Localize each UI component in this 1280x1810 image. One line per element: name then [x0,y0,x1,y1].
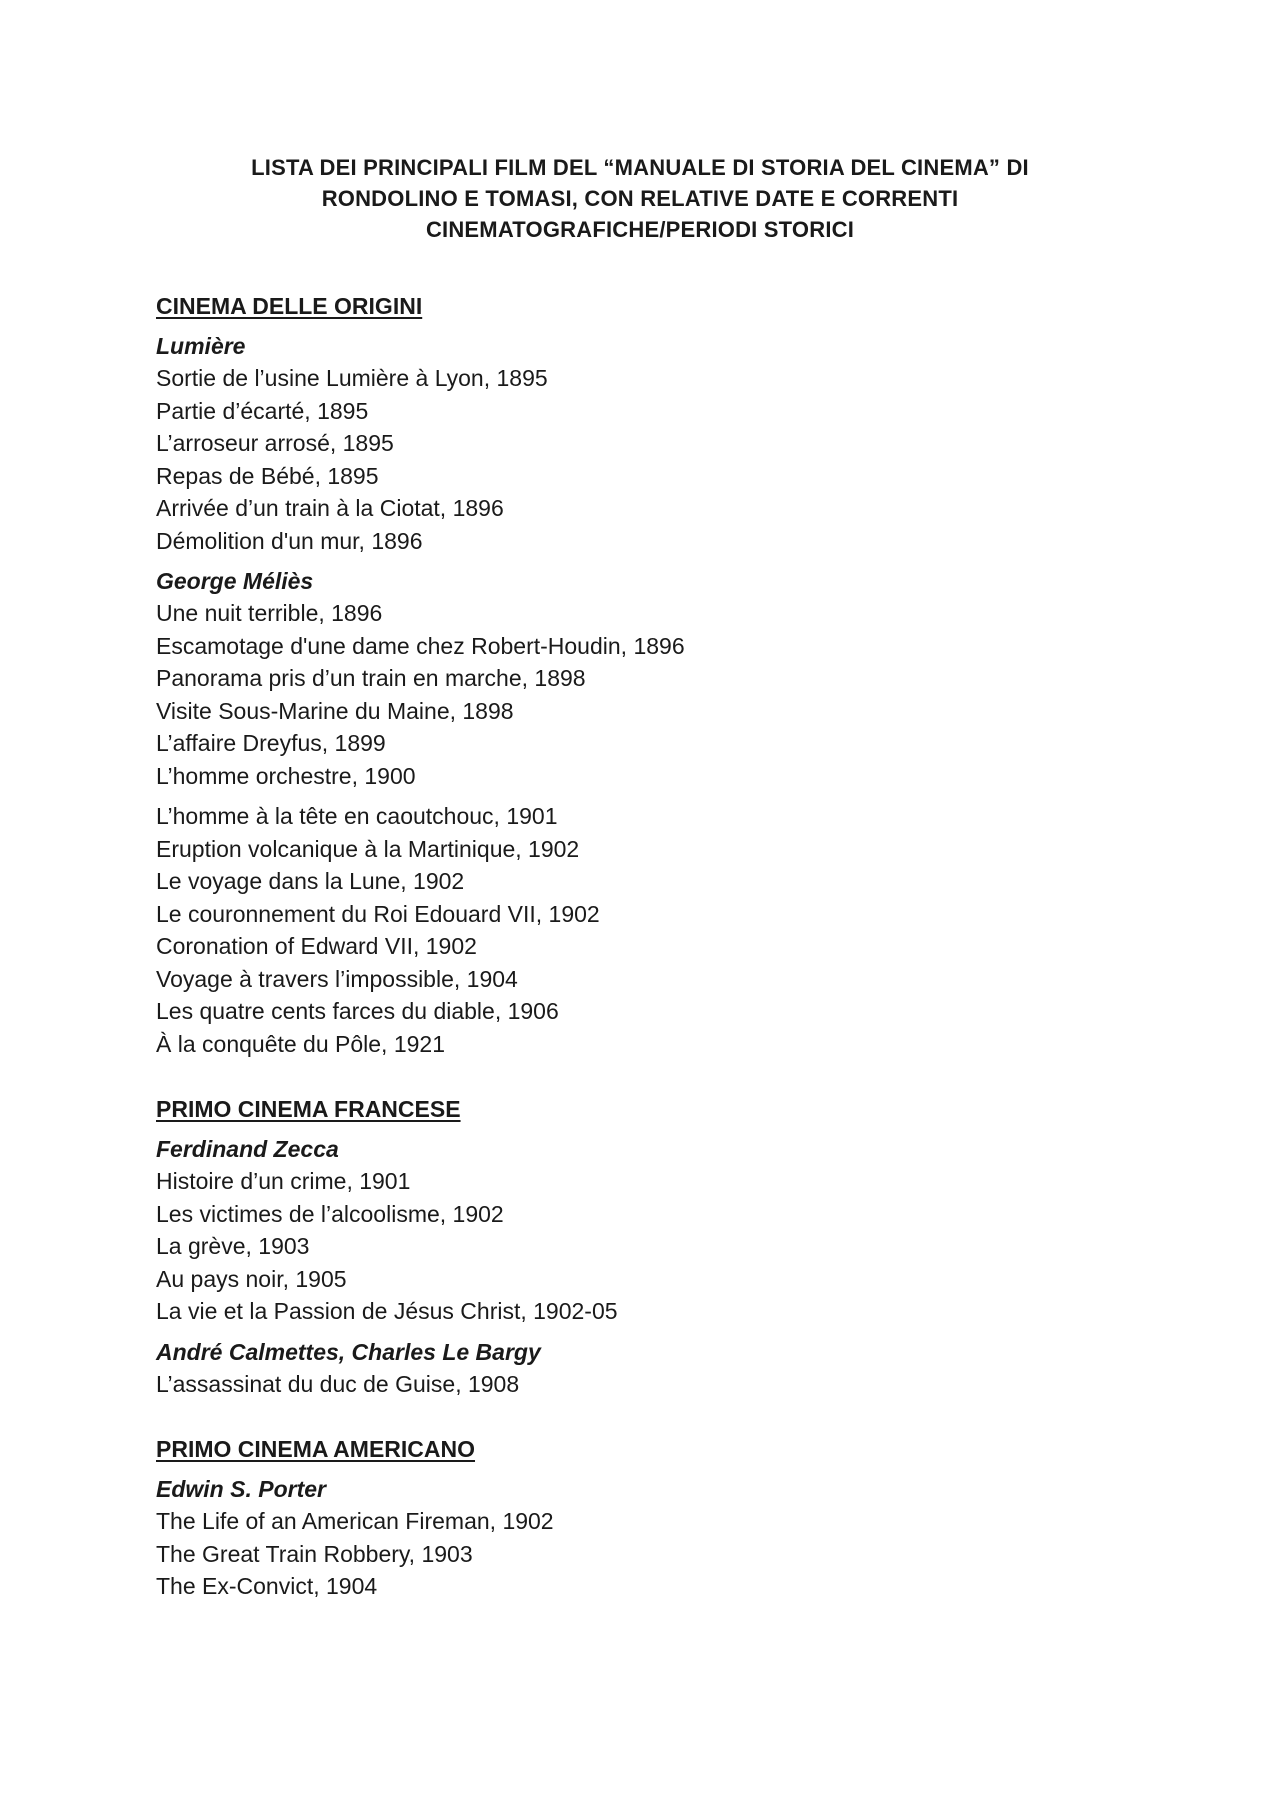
section-cinema-delle-origini [156,290,1156,1060]
section-heading: PRIMO CINEMA AMERICANO [156,1436,476,1462]
film-entry: La grève, 1903 [156,1233,310,1259]
director-name: Ferdinand Zecca [156,1136,339,1162]
director-name: Lumière [156,333,246,359]
film-entry: Une nuit terrible, 1896 [156,600,383,626]
film-entry: Les victimes de l’alcoolisme, 1902 [156,1200,504,1227]
film-entry: The Great Train Robbery, 1903 [156,1540,473,1567]
film-entry: L’arroseur arrosé, 1895 [156,430,394,456]
film-entry: Escamotage d'une dame chez Robert-Houdin, 1896 [156,632,685,659]
film-entry: Le voyage dans la Lune, 1902 [156,868,465,894]
film-entry: Panorama pris d’un train en marche, 1898 [156,665,586,691]
film-entry: Arrivée d’un train à la Ciotat, 1896 [156,495,504,521]
film-entry: L’assassinat du duc de Guise, 1908 [156,1370,520,1397]
director-name: George Méliès [156,568,314,594]
director-group [156,330,1156,557]
title-line: CINEMATOGRAFICHE/PERIODI STORICI [425,217,855,242]
film-entry: À la conquête du Pôle, 1921 [156,1030,446,1057]
director-name: Edwin S. Porter [156,1476,326,1502]
document-title [200,152,1080,245]
film-entry: L’homme à la tête en caoutchouc, 1901 [156,803,558,829]
film-entry: Sortie de l’usine Lumière à Lyon, 1895 [156,365,548,391]
film-entry: Coronation of Edward VII, 1902 [156,933,477,959]
film-entry: Visite Sous-Marine du Maine, 1898 [156,697,514,724]
director-name: André Calmettes, Charles Le Bargy [156,1338,541,1365]
film-entry: L’homme orchestre, 1900 [156,762,416,789]
section-primo-cinema-americano [156,1433,1156,1603]
director-group [156,1336,1156,1401]
film-entry: Voyage à travers l’impossible, 1904 [156,965,518,992]
film-entry: L’affaire Dreyfus, 1899 [156,730,386,756]
film-entry: Eruption volcanique à la Martinique, 1902 [156,835,580,862]
film-entry: Démolition d'un mur, 1896 [156,527,423,554]
film-entry: Les quatre cents farces du diable, 1906 [156,998,559,1024]
section-heading: PRIMO CINEMA FRANCESE [156,1096,461,1122]
director-group [156,1473,1156,1603]
film-entry: Repas de Bébé, 1895 [156,462,379,489]
film-entry: Partie d’écarté, 1895 [156,397,369,424]
film-entry: Le couronnement du Roi Edouard VII, 1902 [156,900,600,927]
section-primo-cinema-francese [156,1093,1156,1400]
film-list [156,290,1156,1603]
title-line: LISTA DEI PRINCIPALI FILM DEL “MANUALE DI STORIA DEL CINEMA” DI [251,155,1029,180]
film-entry: La vie et la Passion de Jésus Christ, 1902-05 [156,1298,618,1324]
film-entry: Histoire d’un crime, 1901 [156,1168,411,1194]
title-line: RONDOLINO E TOMASI, CON RELATIVE DATE E CORRENTI [321,186,959,211]
section-heading: CINEMA DELLE ORIGINI [156,293,423,319]
film-entry: Au pays noir, 1905 [156,1265,347,1292]
director-group [156,565,1156,1060]
film-entry: The Ex-Convict, 1904 [156,1573,378,1599]
film-entry: The Life of an American Fireman, 1902 [156,1508,554,1534]
director-group [156,1133,1156,1328]
